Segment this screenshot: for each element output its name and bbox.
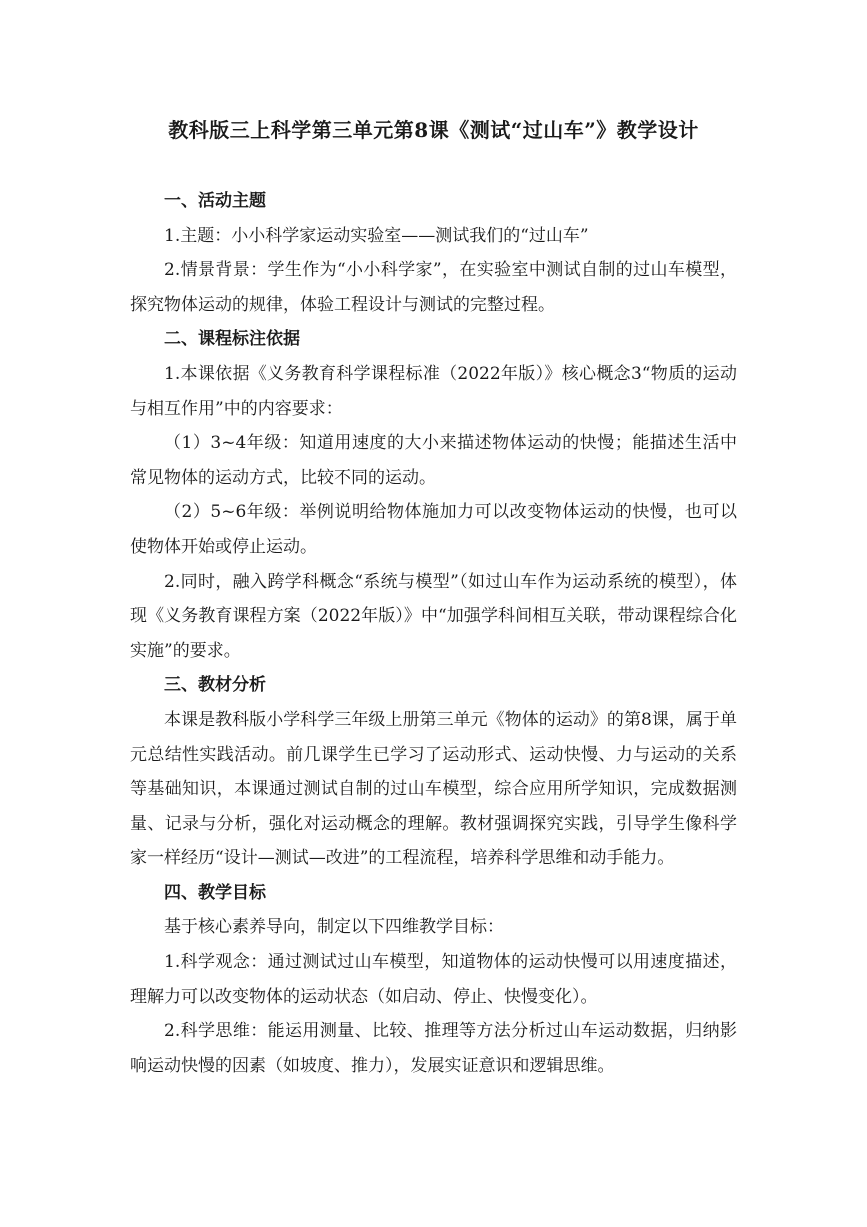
paragraph: 本课是教科版小学科学三年级上册第三单元《物体的运动》的第8课，属于单元总结性实践活动。前几课学生已学习了运动形式、运动快慢、力与运动的关系等基础知识，本课通过测试自制的过山车模型，综合应用所学知识，完成数据测量、记录与分析，强化对运动概念的理解。教材强调探究实践，引导学生像科学家一样经历“设计—测试—改进”的工程流程，培养科学思维和动手能力。	[130, 709, 737, 869]
paragraph: 1.本课依据《义务教育科学课程标准（2022年版）》核心概念3“物质的运动与相互作用”中的内容要求：	[130, 363, 737, 419]
paragraph: 基于核心素养导向，制定以下四维教学目标：	[164, 917, 504, 938]
paragraph: 2.科学思维：能运用测量、比较、推理等方法分析过山车运动数据，归纳影响运动快慢的因素（如坡度、推力），发展实证意识和逻辑思维。	[130, 1021, 737, 1076]
page-title: 教科版三上科学第三单元第8课《测试“过山车”》教学设计	[168, 118, 699, 142]
paragraph: 2.同时，融入跨学科概念“系统与模型”（如过山车作为运动系统的模型），体现《义务教育课程方案（2022年版）》中“加强学科间相互关联，带动课程综合化实施”的要求。	[130, 571, 737, 661]
section-heading-teaching-goals: 四、教学目标	[164, 882, 266, 903]
section-heading-curriculum-basis: 二、课程标注依据	[164, 329, 300, 350]
document-body	[130, 184, 737, 1083]
section-heading-activity-theme: 一、活动主题	[164, 191, 266, 211]
paragraph: （1）3~4年级：知道用速度的大小来描述物体运动的快慢；能描述生活中常见物体的运动方式，比较不同的运动。	[130, 433, 737, 488]
paragraph: 2.情景背景：学生作为“小小科学家”，在实验室中测试自制的过山车模型，探究物体运动的规律，体验工程设计与测试的完整过程。	[130, 260, 737, 315]
paragraph: 1.主题：小小科学家运动实验室——测试我们的“过山车”	[164, 225, 589, 246]
paragraph: （2）5~6年级：举例说明给物体施加力可以改变物体运动的快慢，也可以使物体开始或停止运动。	[130, 502, 737, 557]
paragraph: 1.科学观念：通过测试过山车模型，知道物体的运动快慢可以用速度描述，理解力可以改变物体的运动状态（如启动、停止、快慢变化）。	[130, 952, 737, 1007]
section-heading-textbook-analysis: 三、教材分析	[164, 675, 266, 696]
